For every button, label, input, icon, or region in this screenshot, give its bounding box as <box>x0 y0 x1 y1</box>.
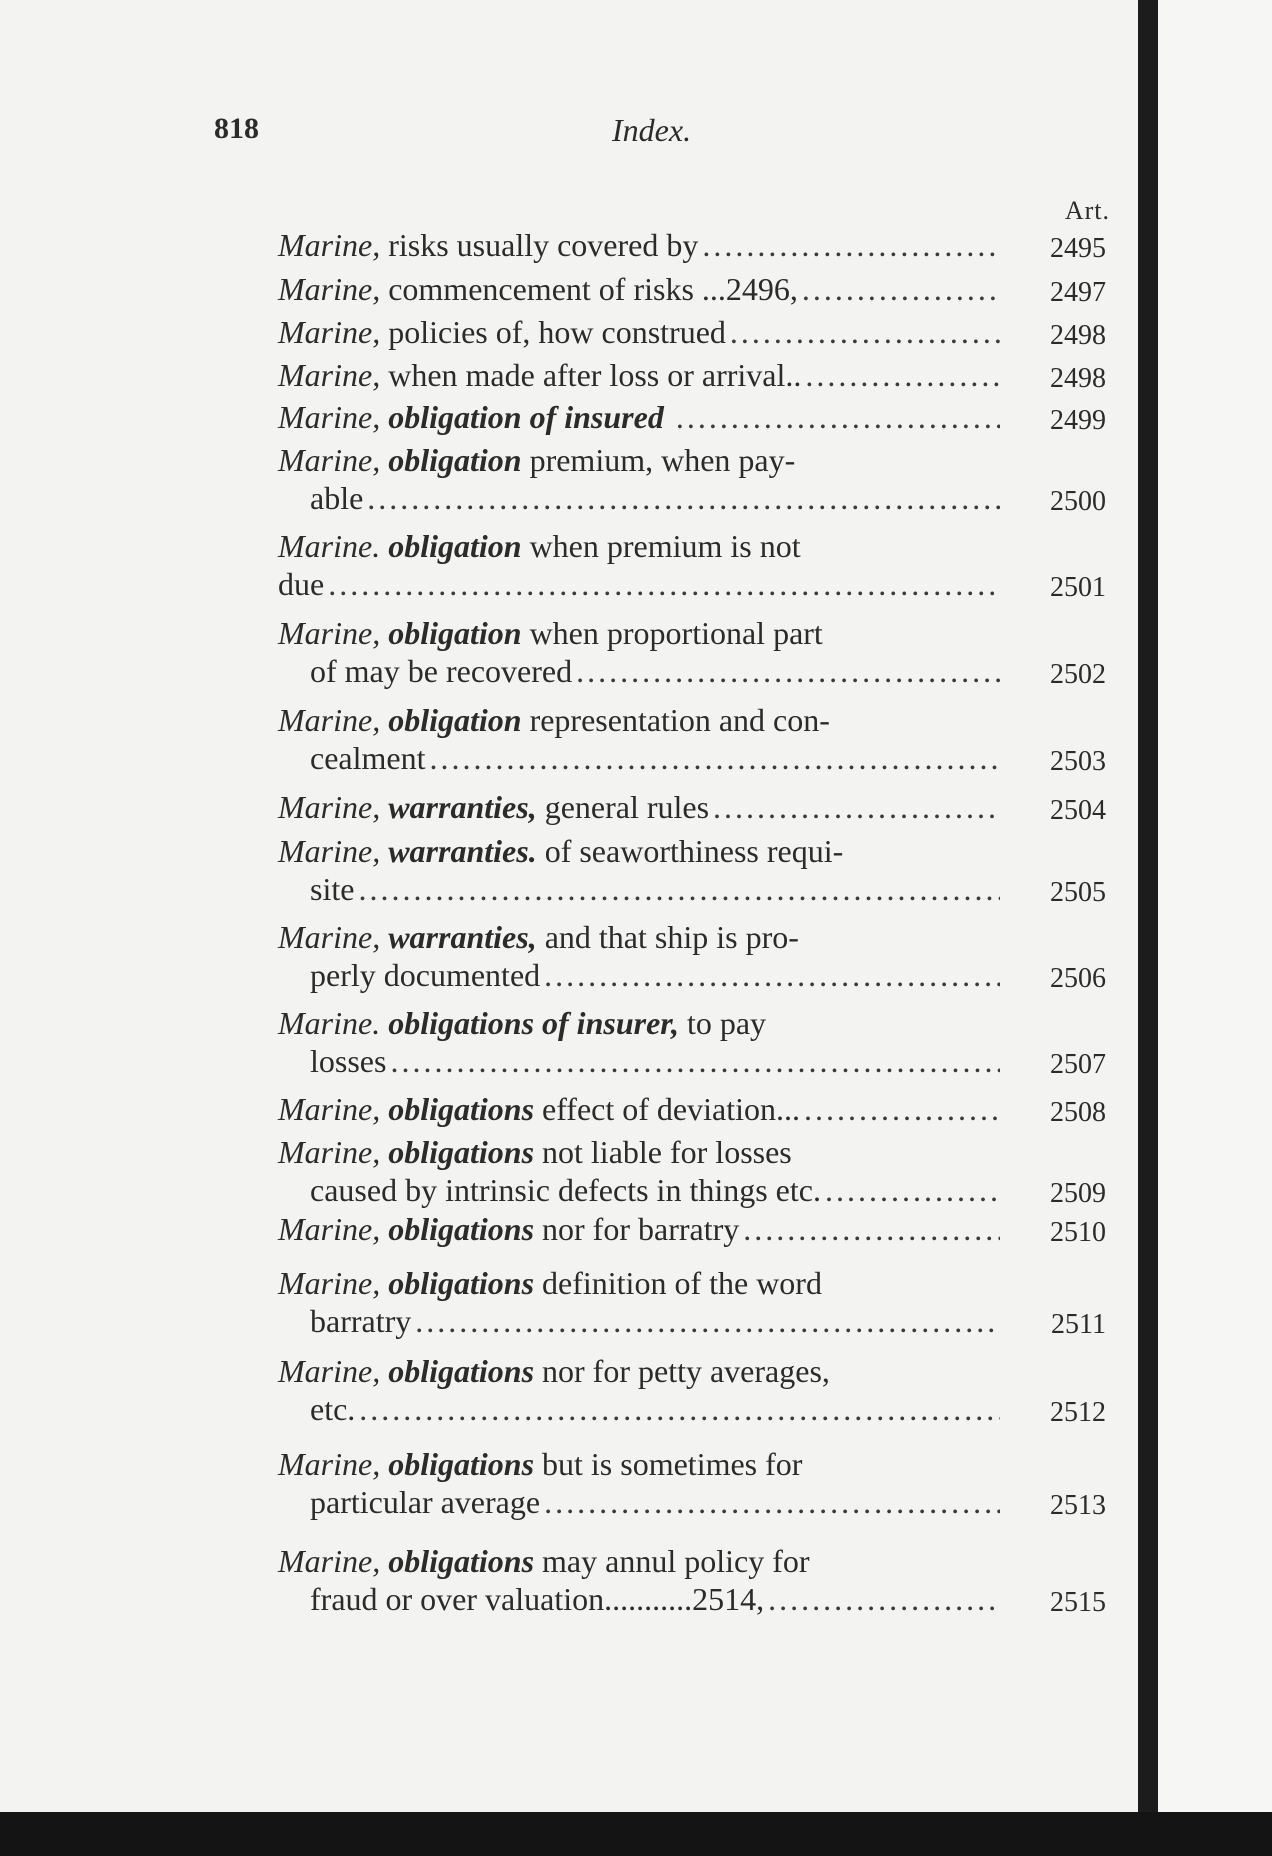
entry-subheading: warranties, <box>388 919 537 955</box>
article-number: 2507 <box>1050 1049 1106 1080</box>
entry-line <box>278 918 1004 956</box>
entry-line <box>278 1352 1004 1390</box>
dot-leader <box>576 652 1000 690</box>
entry-line <box>278 1302 1004 1340</box>
entry-text: site <box>310 871 355 907</box>
bottom-edge-shadow <box>0 1812 1272 1856</box>
entry-term: Marine, <box>278 702 381 738</box>
entry-line <box>278 441 1004 479</box>
entry-subheading: obligations of insurer, <box>388 1005 679 1041</box>
entry-subheading: obligation <box>388 615 522 651</box>
entry-text: may annul policy for <box>542 1543 810 1579</box>
entry-subheading: obligation <box>388 702 522 738</box>
entry-term: Marine. <box>278 1005 381 1041</box>
entry-text: of seaworthiness requi- <box>544 833 844 869</box>
dot-leader <box>702 226 1000 264</box>
entry-term: Marine, <box>278 1265 381 1301</box>
dot-leader <box>328 565 1000 603</box>
article-number: 2503 <box>1050 746 1106 777</box>
entry-term: Marine, <box>278 1091 381 1127</box>
running-head: Index. <box>612 112 692 148</box>
article-number: 2513 <box>1050 1490 1106 1521</box>
entry-line <box>278 652 1004 690</box>
entry-term: Marine. <box>278 528 381 564</box>
dot-leader <box>802 270 1000 308</box>
entry-term: Marine, <box>278 1134 381 1170</box>
index-entry <box>278 1352 1004 1428</box>
entry-line <box>278 956 1004 994</box>
entry-text: and that ship is pro- <box>544 919 799 955</box>
entry-term: Marine, <box>278 615 381 651</box>
entry-text: of may be recovered <box>310 653 573 689</box>
index-entry <box>278 527 1004 603</box>
dot-leader <box>768 1580 1000 1618</box>
entry-text: perly documented <box>310 957 541 993</box>
page-edge-shadow <box>1138 0 1158 1830</box>
entry-text: commencement of risks ...2496, <box>388 271 798 307</box>
entry-text: policies of, how construed <box>388 314 726 350</box>
index-entry <box>278 788 1004 826</box>
entry-text: due <box>278 566 325 602</box>
article-number: 2509 <box>1050 1178 1106 1209</box>
index-entry <box>278 832 1004 908</box>
entry-term: Marine, <box>278 357 381 393</box>
dot-leader <box>359 1390 1000 1428</box>
index-entry <box>278 1210 1004 1248</box>
entry-text: cealment <box>310 740 426 776</box>
entry-subheading: obligations <box>388 1091 535 1127</box>
index-entry <box>278 356 1004 394</box>
entry-line <box>278 788 1004 826</box>
index-entry <box>278 1090 1004 1128</box>
article-number: 2512 <box>1050 1397 1106 1428</box>
entry-line <box>278 739 1004 777</box>
entry-text: premium, when pay- <box>529 442 796 478</box>
dot-leader <box>390 1042 1000 1080</box>
entry-term: Marine, <box>278 1543 381 1579</box>
entry-term: Marine, <box>278 919 381 955</box>
dot-leader <box>544 956 1000 994</box>
entry-text: risks usually covered by <box>388 227 699 263</box>
article-column-header: Art. <box>1064 196 1110 225</box>
entry-line <box>278 1042 1004 1080</box>
entry-line <box>278 614 1004 652</box>
dot-leader <box>713 788 1000 826</box>
entry-subheading: obligations <box>388 1353 535 1389</box>
entry-line <box>278 701 1004 739</box>
entry-subheading: obligations <box>388 1265 535 1301</box>
entry-line <box>278 1542 1004 1580</box>
entry-line <box>278 1090 1004 1128</box>
index-entry <box>278 1264 1004 1340</box>
article-number: 2508 <box>1050 1097 1106 1128</box>
entry-text: able <box>310 480 364 516</box>
entry-line <box>278 1483 1004 1521</box>
entry-subheading: warranties, <box>388 789 537 825</box>
article-number: 2501 <box>1050 572 1106 603</box>
entry-term: Marine, <box>278 833 381 869</box>
entry-text: when premium is not <box>529 528 801 564</box>
article-number: 2504 <box>1050 795 1106 826</box>
entry-text: effect of deviation... <box>542 1091 800 1127</box>
index-entry <box>278 1542 1004 1618</box>
entry-line <box>278 832 1004 870</box>
entry-line <box>278 1445 1004 1483</box>
entry-subheading: obligations <box>388 1543 535 1579</box>
index-entry <box>278 226 1004 264</box>
dot-leader <box>825 1171 1000 1209</box>
next-page-margin <box>1158 0 1272 1856</box>
entry-line <box>278 1210 1004 1248</box>
entry-subheading: obligations <box>388 1211 535 1247</box>
index-entry <box>278 1004 1004 1080</box>
article-number: 2511 <box>1051 1309 1106 1340</box>
article-number: 2515 <box>1050 1587 1106 1618</box>
index-entry <box>278 313 1004 351</box>
entry-text: particular average <box>310 1484 541 1520</box>
entry-line <box>278 1133 1004 1171</box>
entry-term: Marine, <box>278 1353 381 1389</box>
entry-subheading: obligations <box>388 1134 535 1170</box>
entry-text: etc. <box>310 1391 356 1427</box>
entry-text: but is sometimes for <box>542 1446 803 1482</box>
index-entry <box>278 614 1004 690</box>
entry-term: Marine, <box>278 271 381 307</box>
article-number: 2500 <box>1050 486 1106 517</box>
dot-leader <box>367 479 1000 517</box>
index-entry <box>278 398 1004 436</box>
entry-text: definition of the word <box>542 1265 822 1301</box>
dot-leader <box>429 739 1000 777</box>
article-number: 2495 <box>1050 233 1106 264</box>
entry-term: Marine, <box>278 442 381 478</box>
dot-leader <box>730 313 1000 351</box>
entry-term: Marine, <box>278 1446 381 1482</box>
entry-text: caused by intrinsic defects in things etc. <box>310 1172 821 1208</box>
dot-leader <box>358 870 1000 908</box>
index-entry <box>278 1445 1004 1521</box>
entry-subheading: obligations <box>388 1446 535 1482</box>
dot-leader <box>805 356 1000 394</box>
entry-text: barratry <box>310 1303 412 1339</box>
index-entry <box>278 441 1004 517</box>
dot-leader <box>415 1302 1000 1340</box>
index-entry <box>278 918 1004 994</box>
entry-line <box>278 527 1004 565</box>
dot-leader <box>544 1483 1000 1521</box>
entry-line <box>278 1004 1004 1042</box>
entry-term: Marine, <box>278 314 381 350</box>
article-number: 2498 <box>1050 320 1106 351</box>
entry-line <box>278 1171 1004 1209</box>
entry-text: general rules <box>544 789 710 825</box>
entry-text: representation and con- <box>529 702 830 738</box>
article-number: 2497 <box>1050 277 1106 308</box>
entry-text: nor for barratry <box>542 1211 740 1247</box>
entry-line <box>278 270 1004 308</box>
entry-text: not liable for losses <box>542 1134 792 1170</box>
entry-term: Marine, <box>278 1211 381 1247</box>
entry-line <box>278 398 1004 436</box>
dot-leader <box>804 1090 1000 1128</box>
entry-subheading: warranties. <box>388 833 537 869</box>
entry-subheading: obligation of insured <box>388 399 664 435</box>
entry-text: fraud or over valuation...........2514, <box>310 1581 765 1617</box>
entry-line <box>278 1390 1004 1428</box>
entry-line <box>278 313 1004 351</box>
entry-line <box>278 870 1004 908</box>
entry-subheading: obligation <box>388 528 522 564</box>
dot-leader <box>676 398 1000 436</box>
entry-text: nor for petty averages, <box>542 1353 830 1389</box>
entry-line <box>278 479 1004 517</box>
article-number: 2502 <box>1050 659 1106 690</box>
article-number: 2499 <box>1050 405 1106 436</box>
entry-text: to pay <box>686 1005 767 1041</box>
page-number: 818 <box>214 112 259 145</box>
entry-text: when made after loss or arrival.. <box>388 357 802 393</box>
article-number: 2498 <box>1050 363 1106 394</box>
dot-leader <box>743 1210 1000 1248</box>
entry-text: when proportional part <box>529 615 823 651</box>
index-entry <box>278 701 1004 777</box>
article-number: 2510 <box>1050 1217 1106 1248</box>
entry-text: losses <box>310 1043 387 1079</box>
index-entry <box>278 270 1004 308</box>
entry-term: Marine, <box>278 789 381 825</box>
entry-line <box>278 356 1004 394</box>
entry-subheading: obligation <box>388 442 522 478</box>
entry-term: Marine, <box>278 227 381 263</box>
entry-line <box>278 226 1004 264</box>
entry-line <box>278 1264 1004 1302</box>
entry-term: Marine, <box>278 399 381 435</box>
article-number: 2505 <box>1050 877 1106 908</box>
entry-line <box>278 1580 1004 1618</box>
entry-line <box>278 565 1004 603</box>
index-entry <box>278 1133 1004 1209</box>
article-number: 2506 <box>1050 963 1106 994</box>
